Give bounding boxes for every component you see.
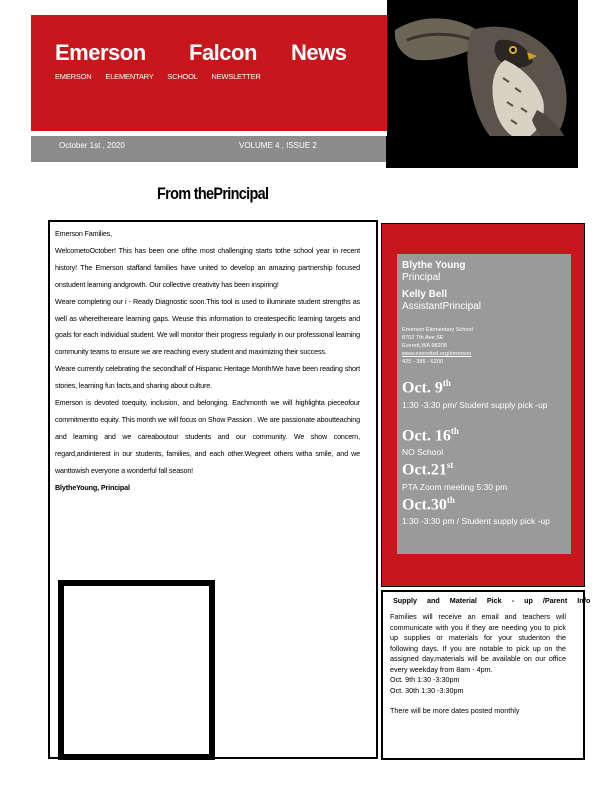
supply-date: Oct. 30th 1:30 -3:30pm	[390, 685, 464, 695]
contact-name: Blythe Young	[402, 260, 466, 271]
newsletter-subtitle: EMERSON ELEMENTARY SCHOOL NEWSLETTER	[55, 72, 261, 81]
school-website[interactable]: www.everettsd.org/emerson	[402, 351, 472, 357]
supply-footer: There will be more dates posted monthly	[390, 706, 520, 715]
event-description: 1:30 -3:30 pm/ Student supply pick -up	[402, 400, 548, 410]
letter-paragraph: Weare currently celebrating the secondhalf of Hispanic Heritage Month!We have been reading short stories, learning fun facts,and sharing about culture.	[55, 364, 360, 391]
issue-volume: VOLUME 4 , ISSUE 2	[239, 141, 317, 150]
section-heading: From thePrincipal	[157, 184, 269, 203]
principal-letter	[55, 226, 360, 497]
title-word-news: News	[291, 40, 347, 65]
supply-date: Oct. 9th 1:30 -3:30pm	[390, 675, 460, 684]
event-date: Oct.21st	[402, 460, 454, 479]
contact-role: Principal	[402, 272, 441, 283]
contact-name: Kelly Bell	[402, 289, 448, 300]
letter-signature: BlytheYoung, Principal	[55, 482, 130, 492]
letter-paragraph: Weare completing our i - Ready Diagnostic soon.This tool is used to illuminate student strengths as well as wherethereare learning gaps. Weuse this information to createspecific learning targets and goals for each individual student. We will monitor their progress regularly in our professional learning community teams to ensure we are reaching every student and maximizing their success.	[55, 296, 360, 357]
event-description: 1:30 -3:30 pm / Student supply pick -up	[402, 516, 550, 526]
issue-date: October 1st , 2020	[59, 141, 125, 150]
event-description: PTA Zoom meeting 5:30 pm	[402, 482, 508, 492]
contact-role: AssistantPrincipal	[402, 301, 481, 312]
event-date: Oct.30th	[402, 495, 455, 514]
letter-paragraph: WelcometoOctober! This has been one ofthe most challenging starts tothe school year in recent history! The Emerson staffand families have united to develop an amazing partnership focused onstudent learning andgrowth. Our collective creativity has been inspiring!	[55, 245, 360, 289]
image-placeholder	[58, 580, 215, 760]
photo-shadow	[386, 136, 578, 168]
event-date: Oct. 16th	[402, 426, 459, 445]
event-date: Oct. 9th	[402, 378, 451, 397]
supply-title: Supply and Material Pick - up /Parent Info	[393, 596, 591, 605]
title-word-emerson: Emerson	[55, 40, 146, 65]
school-name: Emerson Elementary School	[402, 327, 473, 333]
contact-panel	[397, 254, 571, 554]
event-description: NO School	[402, 447, 444, 457]
letter-paragraph: Emerson is devoted toequity, inclusion, and belonging. Eachmonth we will highlighta pieceofour commitmentto equity. This month we will focus on Show Passion . We are passionate aboutteaching and learning and we careaboutour students and our community. We show concern, regard,andinterest in our students, families, and each other.Wegreet others witha smile, and we wanttowish everyone a wonderful fall season!	[55, 398, 360, 475]
issue-bar	[31, 136, 386, 162]
supply-body: Families will receive an email and teachers will communicate with you if they are needing you to pick up supplies or materials for your studenton the following days. If you are notable to pick up on the assigned day,materials will be available on our office every weekday from 8am - 4pm.	[390, 612, 566, 674]
school-address: 8702 7th Ave.SE	[402, 335, 444, 341]
supply-info	[390, 612, 566, 717]
newsletter-title	[55, 40, 355, 70]
title-word-falcon: Falcon	[189, 40, 257, 65]
school-city: Everett,WA 98208	[402, 343, 447, 349]
letter-salutation: Emerson Families,	[55, 229, 112, 238]
school-phone: 425 - 385 - 6200	[402, 359, 444, 365]
